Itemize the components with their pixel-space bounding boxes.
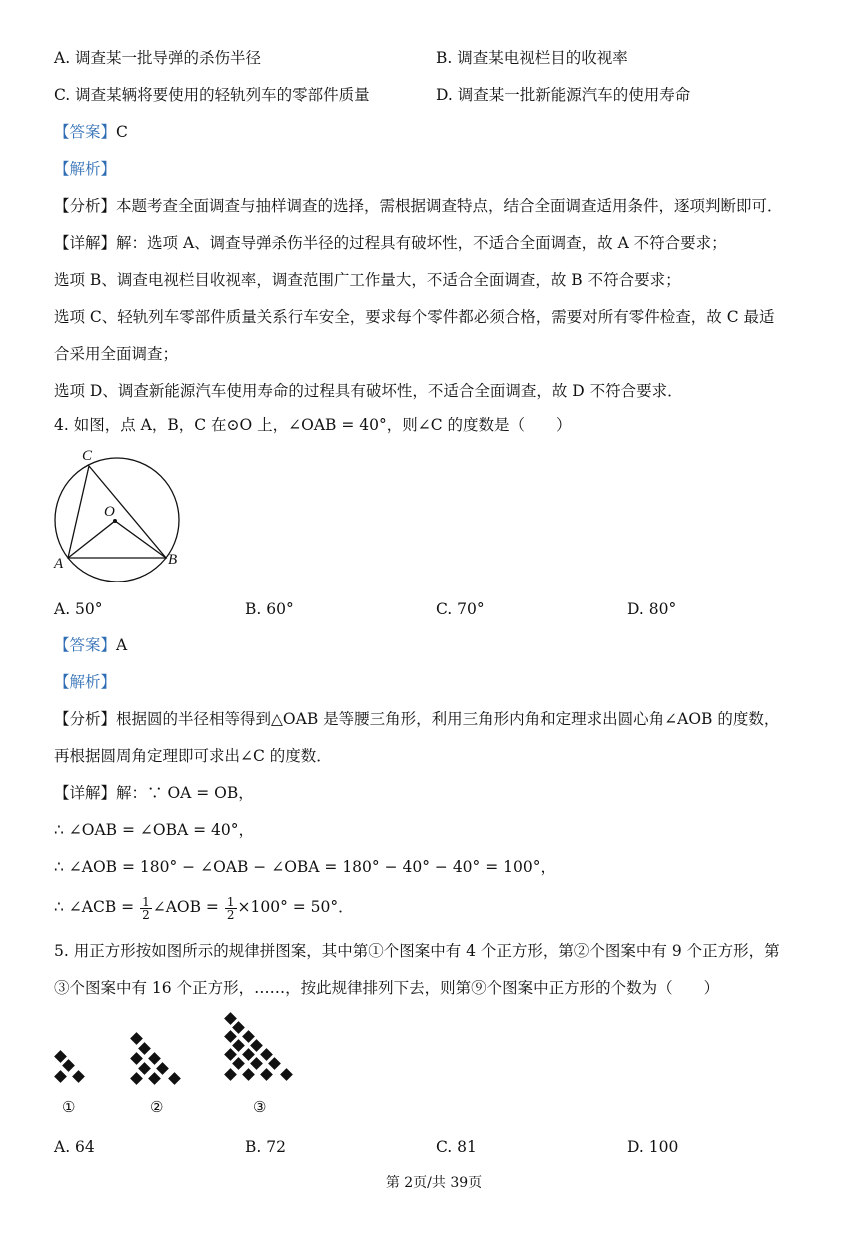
q3-answer — [54, 121, 128, 143]
q3-jiexi-tag: 【解析】 — [54, 160, 117, 178]
q4-option-b: B. 60° — [245, 600, 294, 618]
answer-value: C — [116, 123, 128, 141]
detail-text: 解：∵ OA = OB， — [116, 784, 254, 802]
q4-answer — [54, 634, 127, 656]
q4-option-c: C. 70° — [436, 600, 485, 618]
analysis-text: 本题考查全面调查与抽样调查的选择，需根据调查特点，结合全面调查适用条件，逐项判断即可． — [116, 197, 783, 215]
q3-detail-line-3: 选项 C、轻轨列车零部件质量关系行车安全，要求每个零件都必须合格，需要对所有零件检查，故 C 最适 — [54, 308, 775, 326]
q5-option-c: C. 81 — [436, 1138, 477, 1156]
analysis-text: 根据圆的半径相等得到△OAB 是等腰三角形，利用三角形内角和定理求出圆心角∠AOB 的度数， — [116, 710, 780, 728]
q4-detail-line-4 — [54, 890, 354, 924]
q3-detail-line-4: 合采用全面调查； — [54, 345, 179, 363]
q4-jiexi-tag: 【解析】 — [54, 673, 117, 691]
pattern-label-2: ② — [150, 1098, 164, 1116]
pattern-2 — [126, 1030, 188, 1090]
q4-option-a: A. 50° — [54, 600, 103, 618]
pattern-1 — [50, 1048, 92, 1088]
detail-4-mid: ∠AOB = — [152, 898, 219, 916]
q3-option-a: A. 调查某一批导弹的杀伤半径 — [54, 49, 262, 67]
label-a: A — [54, 556, 64, 572]
label-o: O — [104, 504, 115, 520]
q4-detail-line-2: ∴ ∠OAB = ∠OBA = 40°， — [54, 821, 255, 839]
q3-option-d: D. 调查某一批新能源汽车的使用寿命 — [436, 86, 691, 104]
q4-analysis-line-2: 再根据圆周角定理即可求出∠C 的度数． — [54, 747, 332, 765]
answer-tag: 【答案】 — [54, 636, 117, 654]
q4-option-d: D. 80° — [627, 600, 677, 618]
q5-option-b: B. 72 — [245, 1138, 286, 1156]
detail-4-post: ×100° = 50°． — [237, 898, 354, 916]
q3-option-c: C. 调查某辆将要使用的轻轨列车的零部件质量 — [54, 86, 370, 104]
triangle-abc — [68, 466, 166, 558]
q4-analysis-line-1 — [54, 708, 779, 730]
q3-analysis — [54, 195, 783, 217]
detail-tag: 【详解】 — [54, 784, 117, 802]
pattern-label-3: ③ — [253, 1098, 267, 1116]
label-c: C — [82, 448, 93, 464]
label-b: B — [168, 552, 178, 568]
q4-detail-line-3: ∴ ∠AOB = 180° − ∠OAB − ∠OBA = 180° − 40° − 40° = 100°， — [54, 858, 556, 876]
q3-detail-line-5: 选项 D、调查新能源汽车使用寿命的过程具有破坏性，不适合全面调查，故 D 不符合要求． — [54, 382, 683, 400]
q5-option-a: A. 64 — [54, 1138, 95, 1156]
pattern-label-1: ① — [62, 1098, 76, 1116]
q3-detail-line-1 — [54, 232, 727, 254]
fraction-half-1: $\frac{1}{2}$ — [142, 894, 150, 922]
q3-option-b: B. 调查某电视栏目的收视率 — [436, 49, 628, 67]
answer-value: A — [116, 636, 128, 654]
fraction-half-2: $\frac{1}{2}$ — [226, 894, 235, 922]
analysis-tag: 【分析】 — [54, 710, 117, 728]
q5-stem-line-2: ③个图案中有 16 个正方形，……，按此规律排列下去，则第⑨个图案中正方形的个数为（ ） — [54, 979, 720, 997]
q3-detail-line-2: 选项 B、调查电视栏目收视率，调查范围广工作量大，不适合全面调查，故 B 不符合要求； — [54, 271, 681, 289]
analysis-tag: 【分析】 — [54, 197, 117, 215]
pattern-3 — [220, 1010, 306, 1090]
detail-4-pre: ∴ ∠ACB = — [54, 898, 135, 916]
q5-option-d: D. 100 — [627, 1138, 679, 1156]
answer-tag: 【答案】 — [54, 123, 117, 141]
detail-tag: 【详解】 — [54, 234, 117, 252]
q4-stem: 4. 如图，点 A，B，C 在⊙O 上，∠OAB = 40°，则∠C 的度数是（ ） — [54, 416, 572, 434]
circle-figure — [48, 450, 188, 582]
q5-stem-line-1: 5. 用正方形按如图所示的规律拼图案，其中第①个图案中有 4 个正方形，第②个图案中有 9 个正方形，第 — [54, 942, 780, 960]
q4-detail-line-1 — [54, 782, 254, 804]
circle-outline — [55, 458, 179, 582]
detail-text: 解：选项 A、调查导弹杀伤半径的过程具有破坏性，不适合全面调查，故 A 不符合要求； — [116, 234, 727, 252]
page-footer: 第 2页/共 39页 — [385, 1175, 483, 1191]
